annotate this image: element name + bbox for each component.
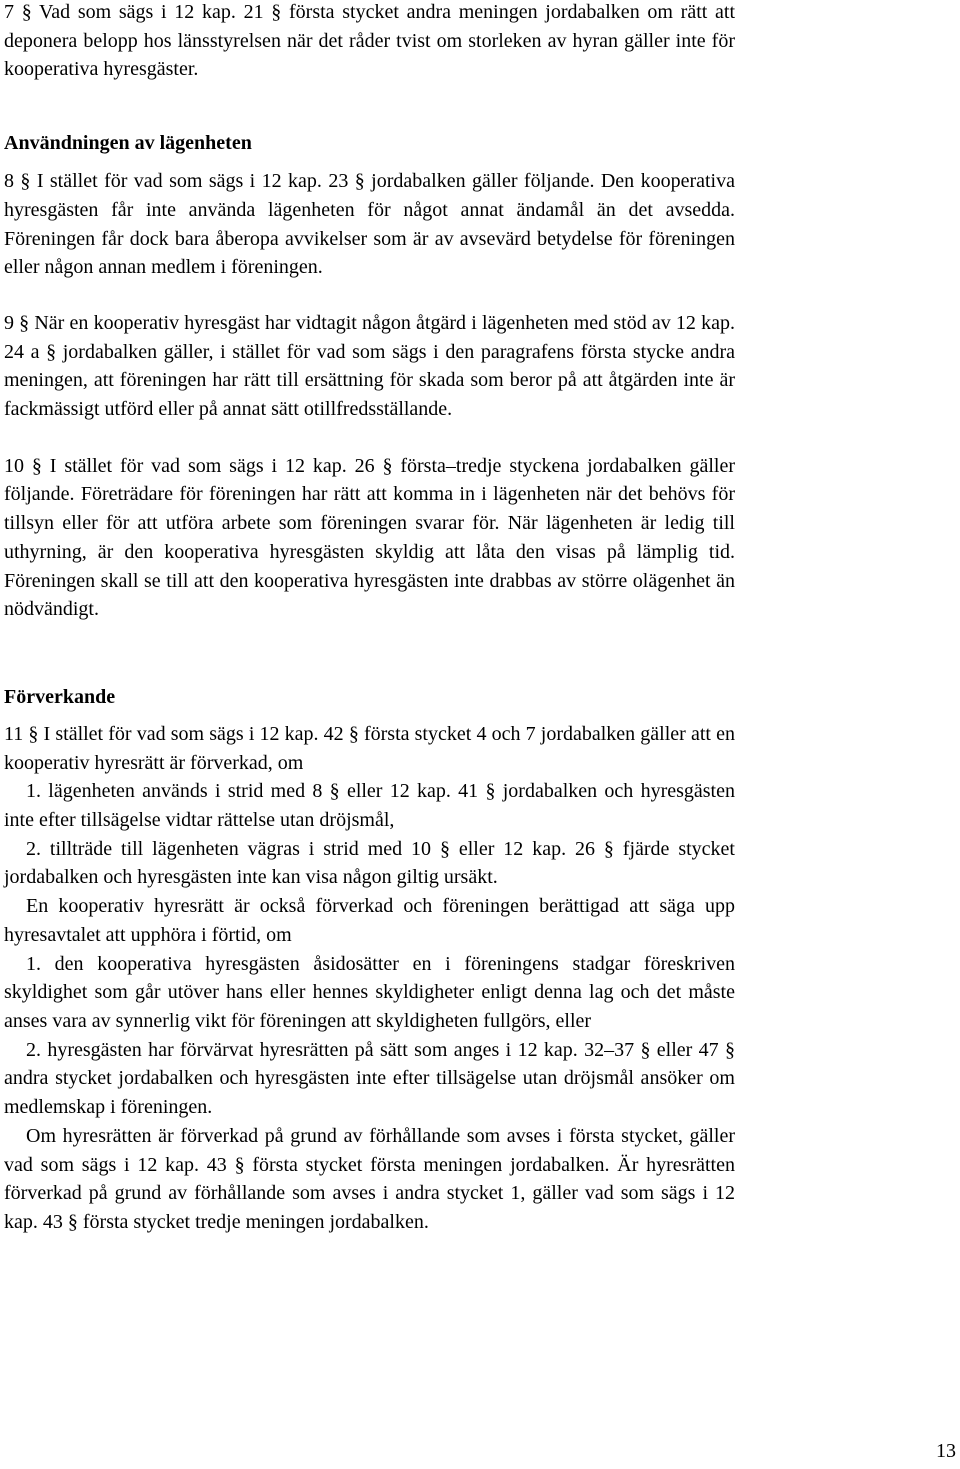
- list-item: 2. tillträde till lägenheten vägras i strid med 10 § eller 12 kap. 26 § fjärde stycket jordabalken och hyresgästen inte kan visa någon giltig ursäkt.: [4, 837, 735, 889]
- page-number: 13: [936, 1440, 956, 1462]
- section-heading-forverkande: Förverkande: [4, 685, 116, 708]
- paragraph-7: 7 § Vad som sägs i 12 kap. 21 § första stycket andra meningen jordabalken om rätt att deponera belopp hos länsstyrelsen när det råder tvist om storleken av hyran gäller inte för kooperativa hyresgäster.: [4, 1, 735, 81]
- section-heading-anvandningen: Användningen av lägenheten: [4, 132, 252, 155]
- paragraph-10: 10 § I stället för vad som sägs i 12 kap. 26 § första–tredje styckena jordabalken gäller följande. Företrädare för föreningen har rätt att komma in i lägenheten när det behövs för tillsyn eller för att utföra arbete som föreningen svarar för. När lägenheten är ledig till uthyrning, är den kooperativa hyresgästen skyldig att låta den visas på lämplig tid. Föreningen skall se till att den kooperativa hyresgästen inte drabbas av större olägenhet än nödvändigt.: [4, 454, 735, 621]
- list-item: 1. lägenheten används i strid med 8 § eller 12 kap. 41 § jordabalken och hyresgästen inte efter tillsägelse vidtar rättelse utan dröjsmål,: [4, 780, 735, 832]
- paragraph-8: 8 § I stället för vad som sägs i 12 kap. 23 § jordabalken gäller följande. Den kooperativa hyresgästen får inte använda lägenheten för något annat ändamål än det avsedda. Föreningen får dock bara åberopa avvikelser som är av avsevärd betydelse för föreningen eller någon annan medlem i föreningen.: [4, 170, 735, 279]
- paragraph-11-third: Om hyresrätten är förverkad på grund av förhållande som avses i första stycket, gäller vad som sägs i 12 kap. 43 § första stycket första meningen jordabalken. Är hyresrätten förverkad på grund av förhållande som avses i andra stycket 1, gäller vad som sägs i 12 kap. 43 § första stycket tredje meningen jordabalken.: [4, 1124, 735, 1233]
- document-body: [4, 0, 735, 1237]
- list-item: 2. hyresgästen har förvärvat hyresrätten på sätt som anges i 12 kap. 32–37 § eller 47 § andra stycket jordabalken och hyresgästen inte efter tillsägelse utan dröjsmål ansöker om medlemskap i föreningen.: [4, 1038, 735, 1119]
- paragraph-11: 11 § I stället för vad som sägs i 12 kap. 42 § första stycket 4 och 7 jordabalken gäller att en kooperativ hyresrätt är förverkad, om: [4, 722, 735, 774]
- paragraph-9: 9 § När en kooperativ hyresgäst har vidtagit någon åtgärd i lägenheten med stöd av 12 kap. 24 a § jordabalken gäller, i stället för vad som sägs i den paragrafens första stycke andra meningen, att föreningen har rätt till ersättning för skada som beror på att åtgärden inte är fackmässigt utförd eller på annat sätt otillfredsställande.: [4, 311, 735, 421]
- list-item: 1. den kooperativa hyresgästen åsidosätter en i föreningens stadgar föreskriven skyldighet som går utöver hans eller hennes skyldigheter enligt denna lag och det måste anses vara av synnerlig vikt för föreningen att skyldigheten fullgörs, eller: [4, 952, 735, 1032]
- paragraph-11-second: En kooperativ hyresrätt är också förverkad och föreningen berättigad att säga upp hyresavtalet att upphöra i förtid, om: [4, 895, 735, 946]
